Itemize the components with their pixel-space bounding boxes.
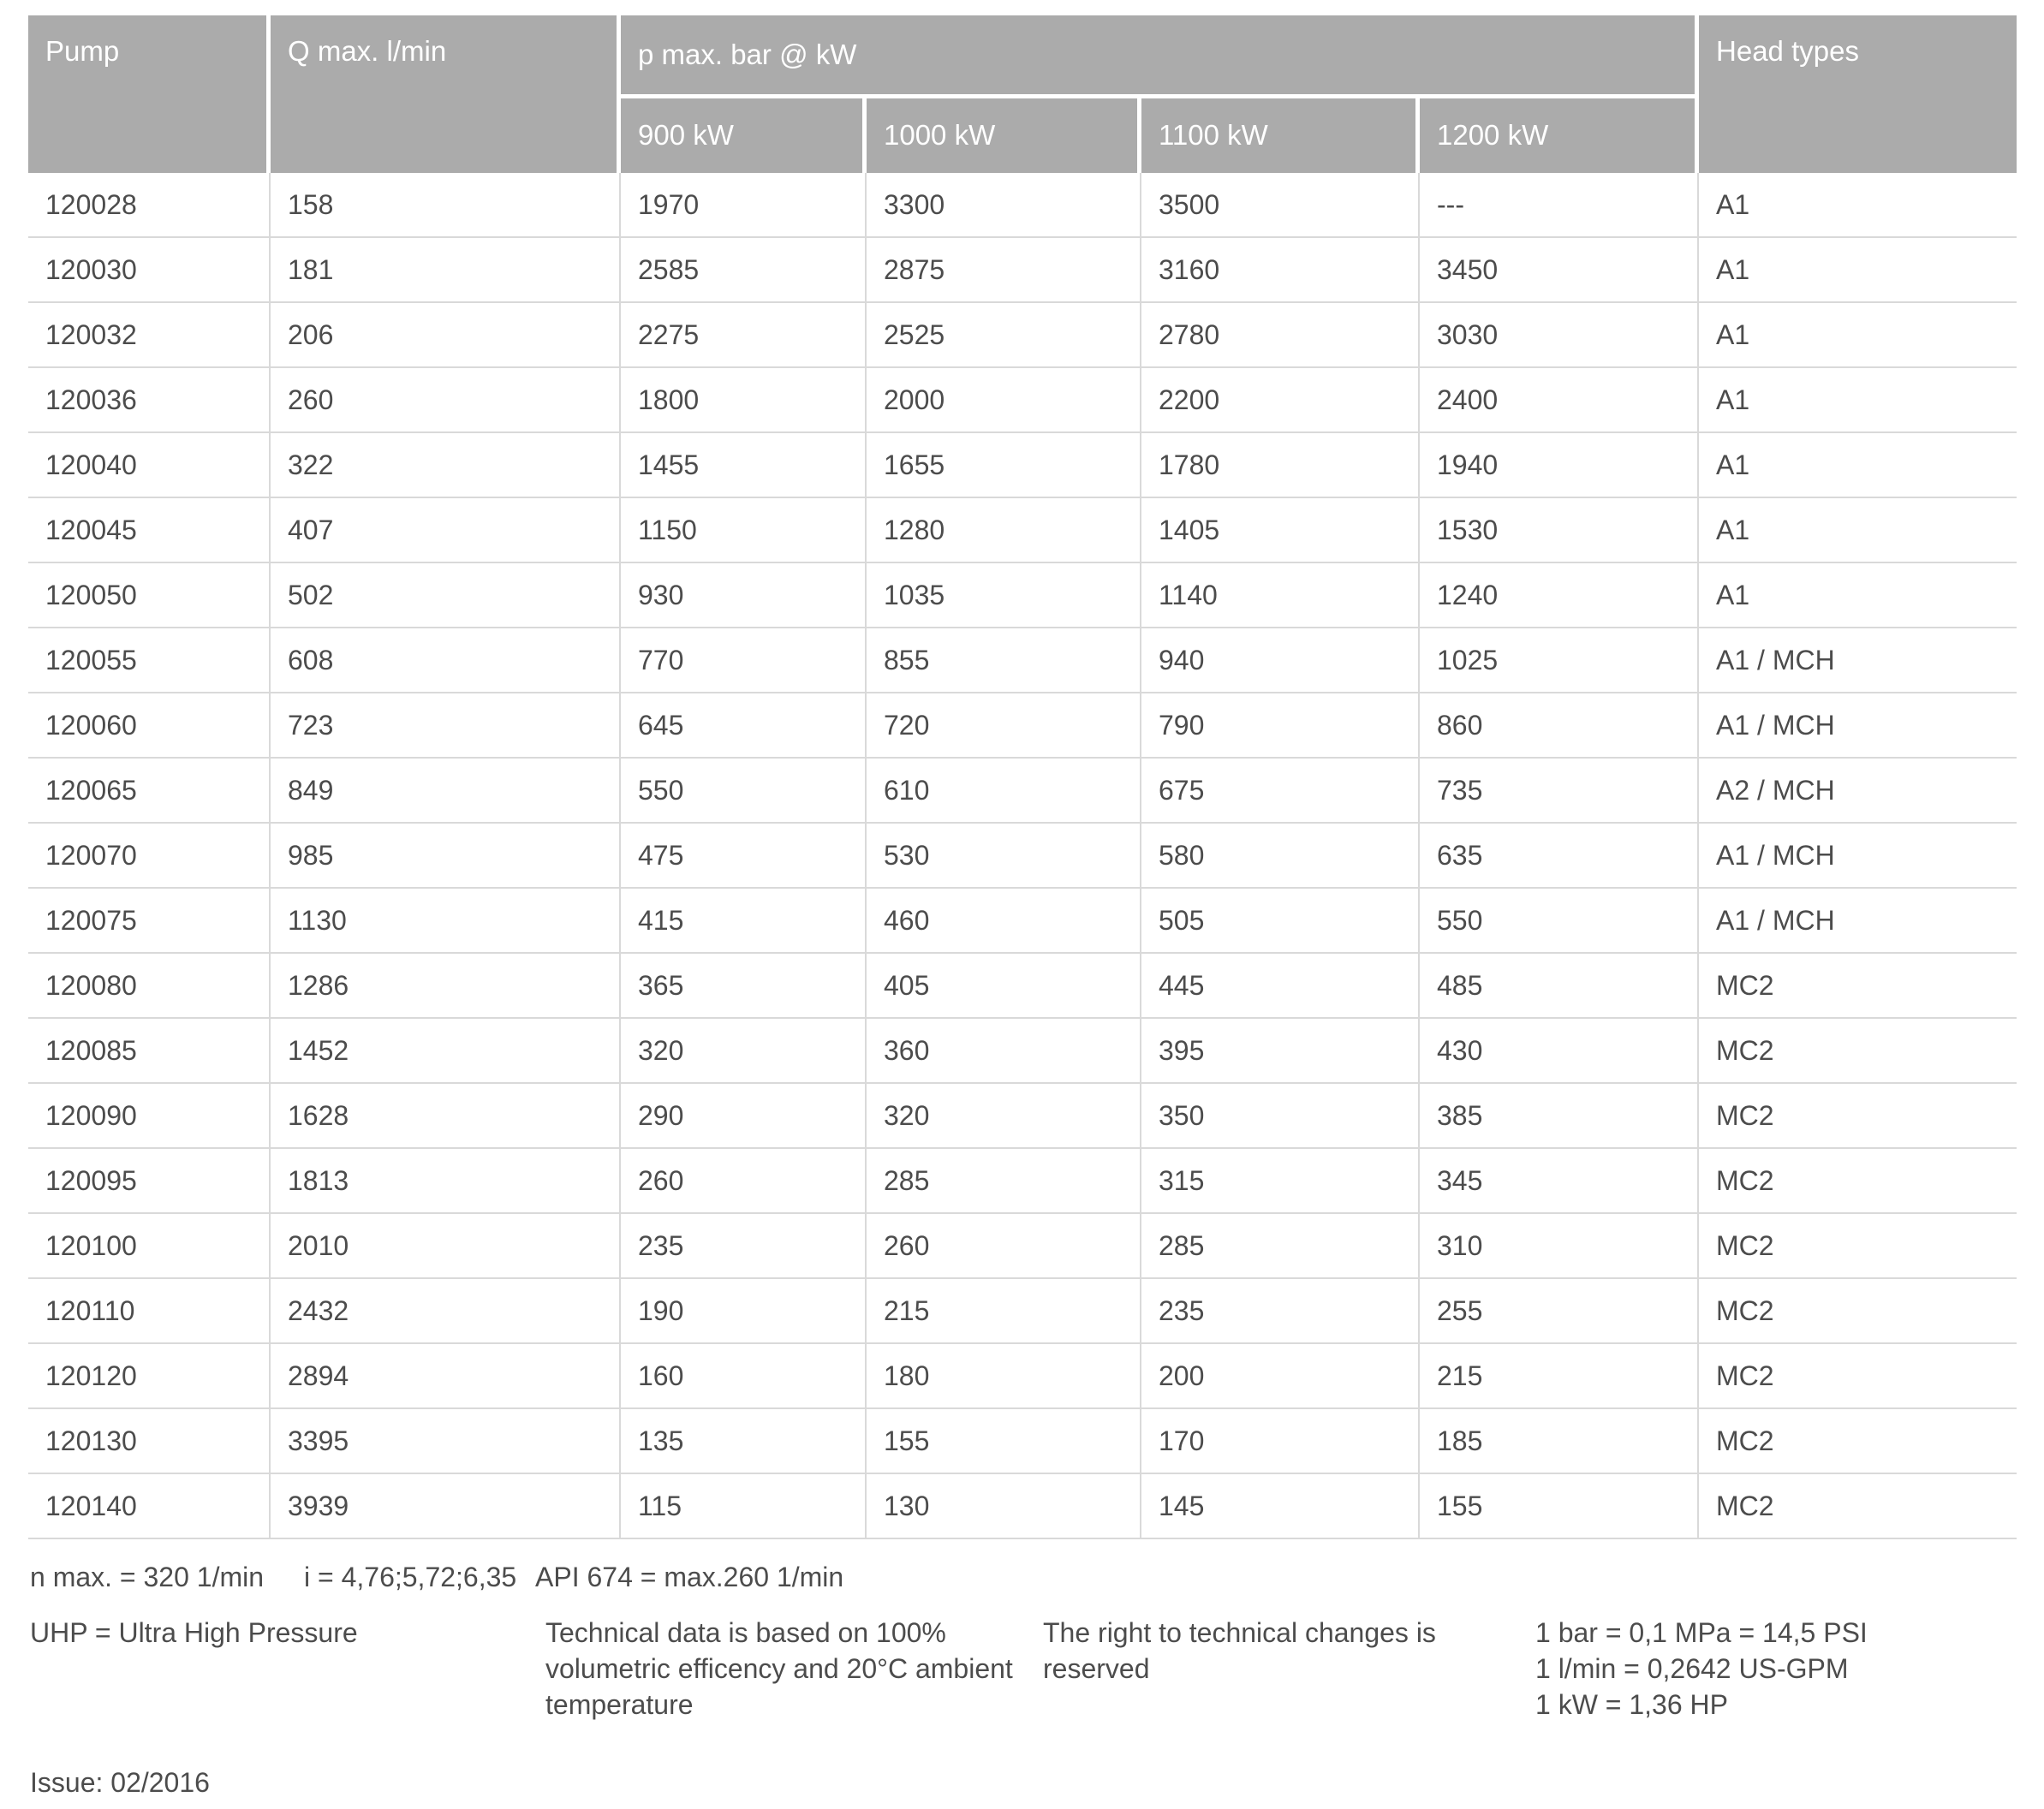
table-row [28,1019,2017,1084]
cell-p-1100kw: 1140 [1141,563,1420,628]
table-row [28,433,2017,498]
table-row [28,303,2017,368]
issue-date: Issue: 02/2016 [30,1767,210,1798]
cell-p-1000kw: 260 [867,1214,1141,1279]
cell-head-types: MC2 [1699,1149,2017,1214]
cell-p-1200kw: 430 [1420,1019,1699,1084]
cell-pump-id: 120045 [28,498,271,563]
cell-p-1200kw: 215 [1420,1344,1699,1409]
cell-p-900kw: 415 [621,889,867,954]
column-header-pump: Pump [28,15,271,173]
cell-pump-id: 120030 [28,238,271,303]
cell-head-types: A1 [1699,498,2017,563]
cell-p-900kw: 930 [621,563,867,628]
cell-qmax: 206 [271,303,621,368]
cell-p-900kw: 1970 [621,173,867,238]
cell-p-900kw: 1150 [621,498,867,563]
cell-p-1200kw: 2400 [1420,368,1699,433]
cell-p-900kw: 2275 [621,303,867,368]
cell-p-900kw: 190 [621,1279,867,1344]
footer-notes [30,1615,2044,1723]
table-row [28,954,2017,1019]
cell-p-1000kw: 460 [867,889,1141,954]
cell-head-types: A1 [1699,368,2017,433]
cell-p-1200kw: --- [1420,173,1699,238]
cell-pump-id: 120075 [28,889,271,954]
cell-p-1100kw: 3160 [1141,238,1420,303]
cell-p-900kw: 365 [621,954,867,1019]
unit-conversions [1535,1615,2044,1723]
cell-head-types: MC2 [1699,1344,2017,1409]
cell-qmax: 849 [271,759,621,824]
cell-pump-id: 120060 [28,693,271,759]
cell-qmax: 1286 [271,954,621,1019]
cell-pump-id: 120110 [28,1279,271,1344]
cell-qmax: 1628 [271,1084,621,1149]
cell-p-1200kw: 735 [1420,759,1699,824]
cell-p-1200kw: 185 [1420,1409,1699,1474]
conversion-line: 1 bar = 0,1 MPa = 14,5 PSI [1535,1617,1868,1648]
cell-p-1000kw: 2875 [867,238,1141,303]
table-row [28,628,2017,693]
cell-p-1000kw: 2525 [867,303,1141,368]
pump-datasheet [0,15,2044,1809]
uhp-note: UHP = Ultra High Pressure [30,1617,358,1648]
cell-pump-id: 120120 [28,1344,271,1409]
cell-pump-id: 120028 [28,173,271,238]
cell-p-900kw: 1800 [621,368,867,433]
cell-head-types: A1 [1699,238,2017,303]
column-header-1000kw: 1000 kW [867,98,1141,173]
column-header-1200kw: 1200 kW [1420,98,1699,173]
cell-p-1100kw: 940 [1141,628,1420,693]
cell-qmax: 260 [271,368,621,433]
table-row [28,238,2017,303]
cell-p-1200kw: 1530 [1420,498,1699,563]
table-row [28,1409,2017,1474]
cell-p-1200kw: 1940 [1420,433,1699,498]
cell-p-1200kw: 385 [1420,1084,1699,1149]
cell-p-1100kw: 145 [1141,1474,1420,1539]
cell-qmax: 2010 [271,1214,621,1279]
cell-p-1000kw: 405 [867,954,1141,1019]
cell-pump-id: 120130 [28,1409,271,1474]
cell-qmax: 1452 [271,1019,621,1084]
cell-p-1100kw: 395 [1141,1019,1420,1084]
cell-p-900kw: 475 [621,824,867,889]
cell-pump-id: 120095 [28,1149,271,1214]
conversion-line: 1 l/min = 0,2642 US-GPM [1535,1653,1849,1684]
pump-spec-table [28,15,2017,1539]
cell-p-1000kw: 360 [867,1019,1141,1084]
column-header-qmax: Q max. l/min [271,15,621,173]
cell-qmax: 158 [271,173,621,238]
cell-p-1200kw: 3030 [1420,303,1699,368]
cell-p-1100kw: 790 [1141,693,1420,759]
cell-p-900kw: 290 [621,1084,867,1149]
cell-p-900kw: 770 [621,628,867,693]
cell-qmax: 502 [271,563,621,628]
cell-p-1200kw: 1025 [1420,628,1699,693]
cell-p-1100kw: 1780 [1141,433,1420,498]
cell-qmax: 2894 [271,1344,621,1409]
cell-p-900kw: 115 [621,1474,867,1539]
table-row [28,1474,2017,1539]
cell-qmax: 3395 [271,1409,621,1474]
table-row [28,759,2017,824]
cell-head-types: MC2 [1699,1084,2017,1149]
cell-p-900kw: 160 [621,1344,867,1409]
table-row [28,693,2017,759]
cell-p-1200kw: 1240 [1420,563,1699,628]
column-header-head-types: Head types [1699,15,2017,173]
cell-head-types: MC2 [1699,1279,2017,1344]
cell-p-1100kw: 580 [1141,824,1420,889]
technical-note-line: temperature [545,1689,694,1720]
cell-pump-id: 120055 [28,628,271,693]
cell-qmax: 723 [271,693,621,759]
cell-qmax: 608 [271,628,621,693]
cell-pump-id: 120100 [28,1214,271,1279]
table-row [28,824,2017,889]
cell-head-types: A1 [1699,173,2017,238]
cell-head-types: A1 / MCH [1699,628,2017,693]
conversion-line: 1 kW = 1,36 HP [1535,1689,1728,1720]
table-row [28,1214,2017,1279]
cell-p-1200kw: 255 [1420,1279,1699,1344]
cell-p-1000kw: 2000 [867,368,1141,433]
cell-p-1000kw: 720 [867,693,1141,759]
table-row [28,1344,2017,1409]
table-header [28,15,2017,173]
table-row [28,1279,2017,1344]
column-header-1100kw: 1100 kW [1141,98,1420,173]
cell-p-1100kw: 3500 [1141,173,1420,238]
cell-qmax: 3939 [271,1474,621,1539]
cell-qmax: 985 [271,824,621,889]
cell-p-900kw: 550 [621,759,867,824]
cell-p-1000kw: 855 [867,628,1141,693]
cell-head-types: A1 / MCH [1699,889,2017,954]
table-row [28,1149,2017,1214]
cell-qmax: 1813 [271,1149,621,1214]
cell-pump-id: 120080 [28,954,271,1019]
cell-p-1100kw: 2200 [1141,368,1420,433]
cell-pump-id: 120090 [28,1084,271,1149]
cell-p-1000kw: 285 [867,1149,1141,1214]
cell-p-1200kw: 550 [1420,889,1699,954]
cell-pump-id: 120040 [28,433,271,498]
cell-head-types: A1 [1699,303,2017,368]
cell-pump-id: 120140 [28,1474,271,1539]
column-group-header-pmax: p max. bar @ kW [621,15,1699,98]
cell-p-1100kw: 200 [1141,1344,1420,1409]
technical-note [545,1615,1043,1723]
cell-head-types: MC2 [1699,1019,2017,1084]
cell-qmax: 322 [271,433,621,498]
cell-head-types: MC2 [1699,1409,2017,1474]
table-row [28,889,2017,954]
i-ratio-note: i = 4,76;5,72;6,35 [304,1562,517,1592]
table-body [28,173,2017,1539]
cell-p-900kw: 135 [621,1409,867,1474]
cell-p-1000kw: 130 [867,1474,1141,1539]
cell-p-1200kw: 635 [1420,824,1699,889]
cell-p-1100kw: 675 [1141,759,1420,824]
cell-p-1200kw: 155 [1420,1474,1699,1539]
table-row [28,1084,2017,1149]
cell-p-1100kw: 445 [1141,954,1420,1019]
cell-qmax: 2432 [271,1279,621,1344]
cell-p-1000kw: 530 [867,824,1141,889]
cell-p-900kw: 1455 [621,433,867,498]
cell-p-1100kw: 170 [1141,1409,1420,1474]
cell-p-1100kw: 350 [1141,1084,1420,1149]
cell-head-types: A1 / MCH [1699,693,2017,759]
cell-head-types: A1 [1699,433,2017,498]
cell-head-types: MC2 [1699,954,2017,1019]
cell-p-1200kw: 310 [1420,1214,1699,1279]
cell-head-types: MC2 [1699,1474,2017,1539]
cell-qmax: 1130 [271,889,621,954]
cell-p-1000kw: 3300 [867,173,1141,238]
cell-pump-id: 120032 [28,303,271,368]
cell-p-900kw: 2585 [621,238,867,303]
cell-p-1100kw: 285 [1141,1214,1420,1279]
cell-p-1000kw: 155 [867,1409,1141,1474]
cell-p-900kw: 645 [621,693,867,759]
table-row [28,368,2017,433]
column-header-900kw: 900 kW [621,98,867,173]
cell-p-1200kw: 485 [1420,954,1699,1019]
cell-p-900kw: 260 [621,1149,867,1214]
api-note: API 674 = max.260 1/min [535,1562,844,1592]
cell-p-1000kw: 215 [867,1279,1141,1344]
cell-p-1200kw: 345 [1420,1149,1699,1214]
table-row [28,563,2017,628]
table-row [28,173,2017,238]
cell-p-1000kw: 320 [867,1084,1141,1149]
cell-p-1000kw: 610 [867,759,1141,824]
cell-p-1000kw: 180 [867,1344,1141,1409]
cell-head-types: A2 / MCH [1699,759,2017,824]
cell-pump-id: 120085 [28,1019,271,1084]
cell-p-1000kw: 1280 [867,498,1141,563]
parameters-note-line [30,1560,2044,1594]
cell-p-1000kw: 1035 [867,563,1141,628]
cell-pump-id: 120070 [28,824,271,889]
cell-pump-id: 120065 [28,759,271,824]
cell-qmax: 407 [271,498,621,563]
n-max-note: n max. = 320 1/min [30,1562,265,1592]
cell-p-1100kw: 505 [1141,889,1420,954]
cell-p-900kw: 235 [621,1214,867,1279]
cell-p-1100kw: 235 [1141,1279,1420,1344]
cell-p-1100kw: 2780 [1141,303,1420,368]
cell-p-1100kw: 1405 [1141,498,1420,563]
table-row [28,498,2017,563]
cell-qmax: 181 [271,238,621,303]
cell-p-1200kw: 860 [1420,693,1699,759]
cell-pump-id: 120036 [28,368,271,433]
cell-p-1000kw: 1655 [867,433,1141,498]
rights-note: The right to technical changes is reserved [1043,1617,1436,1684]
cell-head-types: A1 [1699,563,2017,628]
cell-head-types: A1 / MCH [1699,824,2017,889]
technical-note-line: volumetric efficency and 20°C ambient [545,1653,1013,1684]
cell-p-1200kw: 3450 [1420,238,1699,303]
cell-head-types: MC2 [1699,1214,2017,1279]
cell-p-900kw: 320 [621,1019,867,1084]
cell-p-1100kw: 315 [1141,1149,1420,1214]
technical-note-line: Technical data is based on 100% [545,1617,946,1648]
cell-pump-id: 120050 [28,563,271,628]
